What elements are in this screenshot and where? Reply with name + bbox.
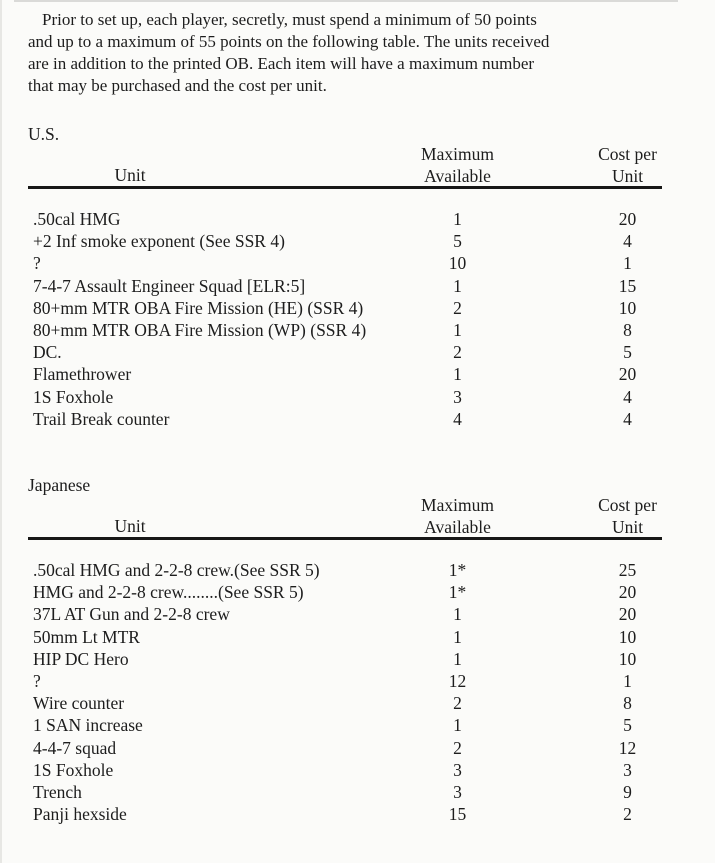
unit-cell: 50mm Lt MTR (33, 626, 140, 647)
unit-cell: 1S Foxhole (33, 759, 114, 780)
unit-cell: .50cal HMG (33, 209, 121, 229)
us-table-rows (0, 208, 715, 430)
max-available-cell: 1 (453, 364, 462, 385)
column-header-max-line1: Maximum (421, 144, 494, 164)
unit-cell: 4-4-7 squad (33, 737, 117, 758)
column-header-unit: Unit (114, 516, 146, 536)
max-available-cell: 3 (453, 759, 462, 780)
max-available-cell: 1 (453, 648, 462, 669)
table-row (0, 319, 715, 341)
intro-line: are in addition to the printed OB. Each item will have a maximum number (28, 54, 535, 73)
cost-per-unit-cell: 1 (623, 670, 632, 691)
cost-per-unit-cell: 10 (618, 648, 637, 669)
cost-per-unit-cell: 10 (618, 626, 637, 647)
faction-label-japanese: Japanese (28, 475, 91, 495)
column-header-max-available (415, 495, 500, 538)
max-available-cell: 3 (453, 386, 462, 407)
cost-per-unit-cell: 8 (623, 693, 632, 714)
max-available-cell: 1 (453, 604, 462, 625)
column-header-max-line1: Maximum (421, 495, 494, 515)
unit-cell: Panji hexside (33, 804, 127, 825)
column-header-cost-line1: Cost per (598, 495, 657, 515)
table-row (0, 297, 715, 319)
table-row (0, 581, 715, 603)
cost-per-unit-cell: 3 (623, 759, 632, 780)
unit-cell: Trench (33, 781, 82, 802)
unit-cell: ? (33, 670, 41, 691)
unit-cell: .50cal HMG and 2-2-8 crew.(See SSR 5) (33, 560, 320, 580)
cost-per-unit-cell: 20 (618, 604, 637, 625)
cost-per-unit-cell: 5 (623, 342, 632, 363)
max-available-cell: 2 (453, 297, 462, 318)
max-available-cell: 3 (453, 781, 462, 802)
table-row (0, 648, 715, 670)
max-available-cell: 1 (453, 626, 462, 647)
table-row (0, 670, 715, 692)
table-row (0, 275, 715, 297)
max-available-cell: 12 (448, 670, 467, 691)
table-row (0, 603, 715, 625)
table-row (0, 252, 715, 274)
cost-per-unit-cell: 9 (623, 781, 632, 802)
table-row (0, 781, 715, 803)
header-rule (28, 186, 662, 189)
cost-per-unit-cell: 10 (618, 297, 637, 318)
table-row (0, 386, 715, 408)
column-header-max-line2: Available (424, 165, 491, 186)
faction-label-us: U.S. (28, 124, 60, 144)
table-row (0, 803, 715, 825)
table-row (0, 230, 715, 252)
table-row (0, 559, 715, 581)
unit-cell: 7-4-7 Assault Engineer Squad [ELR:5] (33, 275, 306, 296)
unit-cell: 1S Foxhole (33, 386, 114, 407)
column-header-cost-line1: Cost per (598, 144, 657, 164)
max-available-cell: 5 (453, 231, 462, 252)
intro-paragraph (28, 9, 549, 97)
unit-cell: ? (33, 253, 41, 274)
column-header-cost-line2: Unit (611, 165, 644, 186)
cost-per-unit-cell: 25 (618, 560, 637, 580)
cost-per-unit-cell: 12 (618, 737, 637, 758)
max-available-cell: 1* (448, 582, 467, 603)
table-row (0, 408, 715, 430)
cost-per-unit-cell: 15 (618, 275, 637, 296)
intro-line: that may be purchased and the cost per unit. (28, 76, 327, 95)
column-header-max-available (415, 144, 500, 187)
cost-per-unit-cell: 20 (618, 364, 637, 385)
unit-cell: 80+mm MTR OBA Fire Mission (WP) (SSR 4) (33, 319, 367, 340)
unit-cell: 80+mm MTR OBA Fire Mission (HE) (SSR 4) (33, 297, 364, 318)
table-row (0, 759, 715, 781)
unit-cell: 1 SAN increase (33, 715, 143, 736)
cost-per-unit-cell: 8 (623, 319, 632, 340)
unit-cell: 37L AT Gun and 2-2-8 crew (33, 604, 230, 625)
max-available-cell: 1* (448, 560, 467, 580)
cost-per-unit-cell: 2 (623, 804, 632, 825)
table-row (0, 737, 715, 759)
intro-line: Prior to set up, each player, secretly, must spend a minimum of 50 points (42, 10, 537, 29)
max-available-cell: 1 (453, 715, 462, 736)
max-available-cell: 1 (453, 275, 462, 296)
cost-per-unit-cell: 4 (623, 231, 632, 252)
cost-per-unit-cell: 5 (623, 715, 632, 736)
column-header-cost-line2: Unit (611, 516, 644, 537)
max-available-cell: 2 (453, 737, 462, 758)
scan-top-edge-artifact (14, 0, 678, 2)
unit-cell: Trail Break counter (33, 408, 170, 429)
unit-cell: HMG and 2-2-8 crew........(See SSR 5) (33, 582, 304, 603)
intro-line: and up to a maximum of 55 points on the following table. The units received (28, 32, 550, 51)
unit-cell: Flamethrower (33, 364, 132, 385)
table-row (0, 363, 715, 385)
table-row (0, 341, 715, 363)
max-available-cell: 10 (448, 253, 467, 274)
cost-per-unit-cell: 20 (618, 209, 637, 229)
unit-cell: Wire counter (33, 693, 125, 714)
column-header-unit: Unit (114, 165, 146, 185)
cost-per-unit-cell: 1 (623, 253, 632, 274)
japanese-table-rows (0, 559, 715, 825)
unit-cell: +2 Inf smoke exponent (See SSR 4) (33, 231, 285, 252)
max-available-cell: 1 (453, 209, 462, 229)
max-available-cell: 2 (453, 342, 462, 363)
cost-per-unit-cell: 4 (623, 386, 632, 407)
max-available-cell: 15 (448, 804, 467, 825)
max-available-cell: 4 (453, 408, 462, 429)
unit-cell: DC. (33, 342, 62, 363)
column-header-max-line2: Available (424, 516, 491, 537)
table-row (0, 692, 715, 714)
header-rule (28, 537, 662, 540)
table-row (0, 626, 715, 648)
cost-per-unit-cell: 4 (623, 408, 632, 429)
unit-cell: HIP DC Hero (33, 648, 129, 669)
max-available-cell: 2 (453, 693, 462, 714)
cost-per-unit-cell: 20 (618, 582, 637, 603)
table-row (0, 208, 715, 230)
column-header-cost-per-unit (585, 144, 670, 187)
max-available-cell: 1 (453, 319, 462, 340)
column-header-cost-per-unit (585, 495, 670, 538)
table-row (0, 714, 715, 736)
